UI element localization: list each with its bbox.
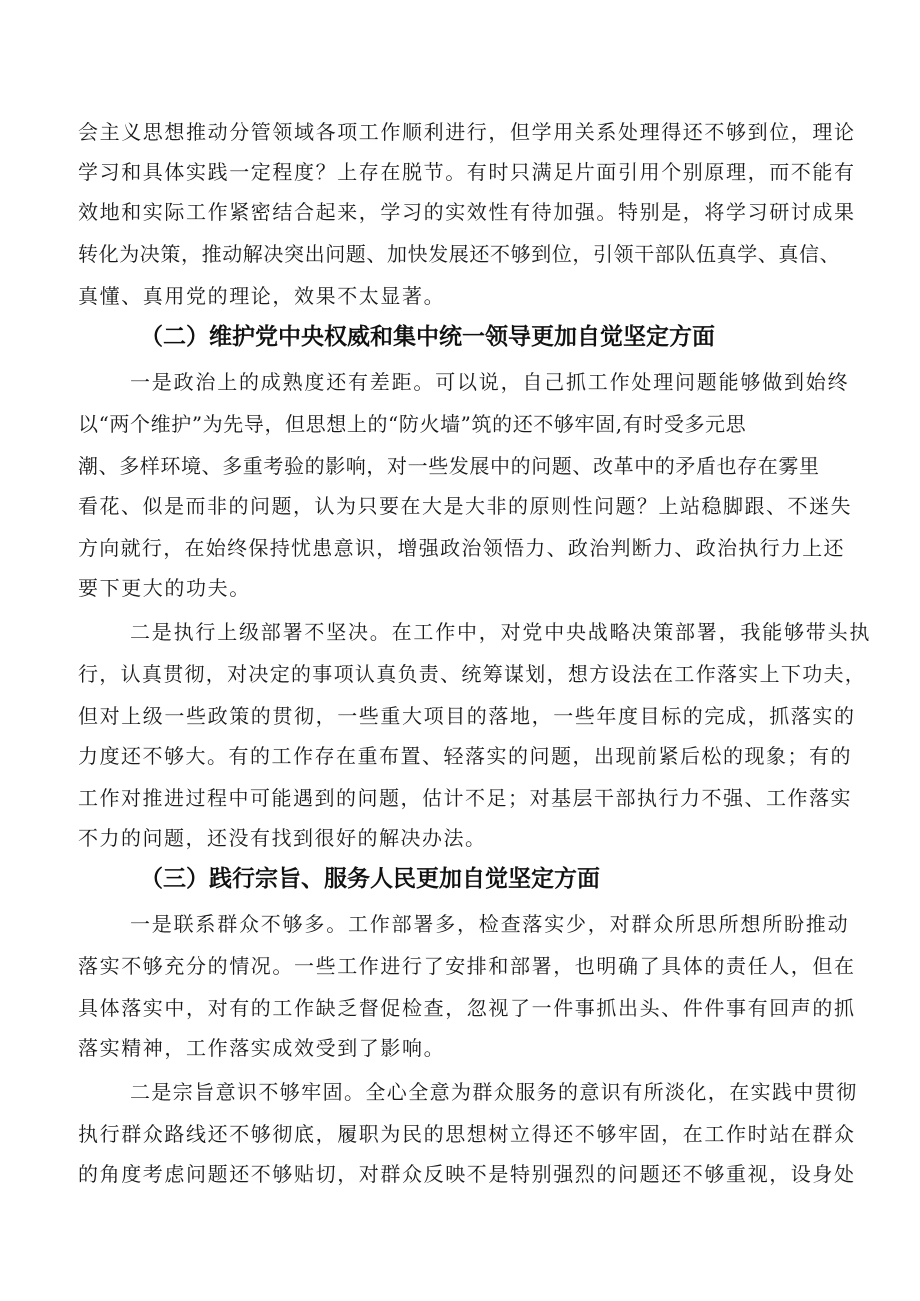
text-line: 具体落实中，对有的工作缺乏督促检查，忽视了一件事抓出头、件件事有回声的抓 (78, 996, 856, 1020)
text-line: 落实精神，工作落实成效受到了影响。 (78, 1036, 446, 1060)
text-line: 效地和实际工作紧密结合起来，学习的实效性有待加强。特别是，将学习研讨成果 (78, 200, 856, 224)
text-line: 看花、似是而非的问题，认为只要在大是大非的原则性问题？上站稳脚跟、不迷失 (78, 494, 852, 518)
section-heading-2: （二）维护党中央权威和集中统一领导更加自觉坚定方面 (140, 324, 715, 350)
text-line: 以“两个维护”为先导，但思想上的“防火墙”筑的还不够牢固,有时受多元思 (78, 412, 747, 436)
text-line: 工作对推进过程中可能遇到的问题，估计不足；对基层干部执行力不强、工作落实 (78, 786, 852, 810)
text-line: 力度还不够大。有的工作存在重布置、轻落实的问题，出现前紧后松的现象；有的 (78, 744, 852, 768)
section-heading-3: （三）践行宗旨、服务人民更加自觉坚定方面 (140, 866, 600, 892)
text-line: 不力的问题，还没有找到很好的解决办法。 (78, 826, 487, 850)
text-line: 潮、多样环境、多重考验的影响，对一些发展中的问题、改革中的矛盾也存在雾里 (78, 454, 820, 478)
text-line: 学习和具体实践一定程度？上存在脱节。有时只满足片面引用个别原理，而不能有 (78, 160, 856, 184)
text-line: 方向就行，在始终保持忧患意识，增强政治领悟力、政治判断力、政治执行力上还 (78, 536, 845, 560)
text-line: 落实不够充分的情况。一些工作进行了安排和部署，也明确了具体的责任人，但在 (78, 954, 856, 978)
text-line: 行，认真贯彻，对决定的事项认真负责、统筹谋划，想方设法在工作落实上下功夫， (78, 662, 867, 686)
text-line: 一是政治上的成熟度还有差距。可以说，自己抓工作处理问题能够做到始终 (130, 370, 850, 394)
text-line: 转化为决策，推动解决突出问题、加快发展还不够到位，引领干部队伍真学、真信、 (78, 242, 841, 266)
text-line: 二是宗旨意识不够牢固。全心全意为群众服务的意识有所淡化，在实践中贯彻 (130, 1080, 858, 1104)
text-line: 要下更大的功夫。 (78, 576, 251, 600)
text-line: 会主义思想推动分管领域各项工作顺利进行，但学用关系处理得还不够到位，理论 (78, 120, 856, 144)
text-line: 执行群众路线还不够彻底，履职为民的思想树立得还不够牢固，在工作时站在群众 (78, 1122, 856, 1146)
text-line: 一是联系群众不够多。工作部署多，检查落实少，对群众所思所想所盼推动 (130, 912, 850, 936)
text-line: 的角度考虑问题还不够贴切，对群众反映不是特别强烈的问题还不够重视，设身处 (78, 1162, 856, 1186)
text-line: 但对上级一些政策的贯彻，一些重大项目的落地，一些年度目标的完成，抓落实的 (78, 704, 856, 728)
text-line: 真懂、真用党的理论，效果不太显著。 (78, 284, 446, 308)
text-line: 二是执行上级部署不坚决。在工作中，对党中央战略决策部署，我能够带头执 (130, 620, 872, 644)
